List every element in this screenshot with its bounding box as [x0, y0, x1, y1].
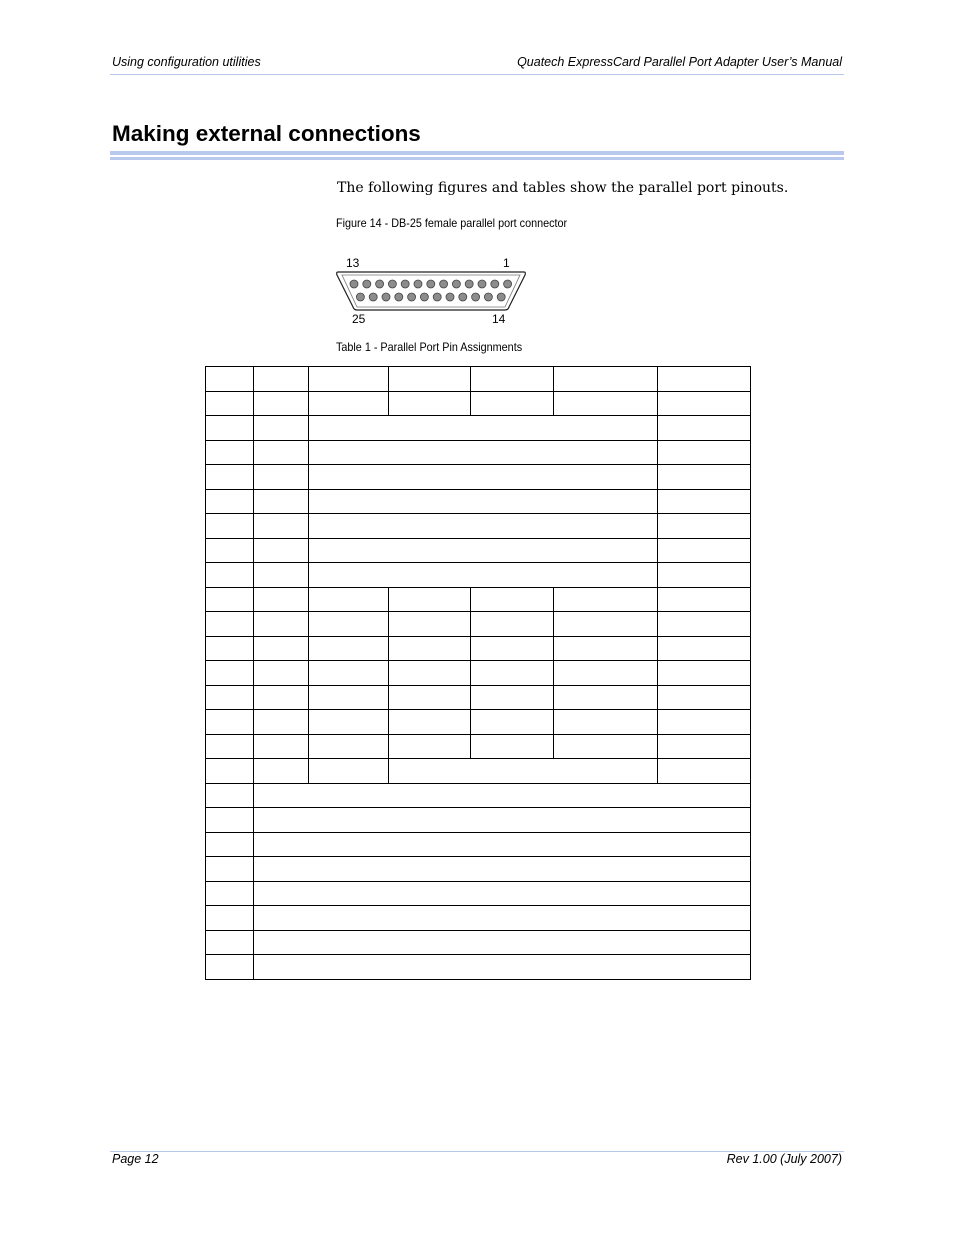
- pin-hole: [363, 280, 371, 288]
- table-cell: [471, 391, 554, 416]
- table-cell: [206, 489, 254, 514]
- table-cell: [254, 881, 751, 906]
- table-cell: [658, 416, 751, 441]
- table-cell: [471, 367, 554, 392]
- table-cell: [206, 661, 254, 686]
- table-cell: [309, 734, 389, 759]
- table-row: [206, 514, 751, 539]
- table-row: [206, 783, 751, 808]
- figure-caption: Figure 14 - DB-25 female parallel port connector: [336, 216, 568, 230]
- table-cell: [206, 514, 254, 539]
- table-cell: [658, 440, 751, 465]
- table-cell: [658, 563, 751, 588]
- pin-hole: [440, 280, 448, 288]
- table-cell: [206, 930, 254, 955]
- table-cell: [309, 563, 658, 588]
- connector-shell: [337, 272, 526, 310]
- table-cell: [206, 906, 254, 931]
- pin-label-25: 25: [352, 312, 366, 326]
- table-cell: [206, 857, 254, 882]
- table-cell: [254, 734, 309, 759]
- pin-hole: [484, 293, 492, 301]
- table-cell: [254, 489, 309, 514]
- table-cell: [254, 710, 309, 735]
- pin-hole: [478, 280, 486, 288]
- table-row: [206, 465, 751, 490]
- table-cell: [309, 710, 389, 735]
- table-row: [206, 955, 751, 980]
- table-row: [206, 563, 751, 588]
- table-row: [206, 881, 751, 906]
- table-cell: [389, 661, 471, 686]
- table-cell: [254, 612, 309, 637]
- header-rule: [110, 74, 844, 75]
- table-cell: [254, 416, 309, 441]
- pin-hole: [427, 280, 435, 288]
- table-cell: [254, 808, 751, 833]
- table-cell: [254, 538, 309, 563]
- table-cell: [206, 955, 254, 980]
- table-row: [206, 710, 751, 735]
- pin-hole: [497, 293, 505, 301]
- table-cell: [471, 612, 554, 637]
- table-cell: [206, 391, 254, 416]
- pin-hole: [395, 293, 403, 301]
- table-cell: [206, 416, 254, 441]
- table-cell: [389, 367, 471, 392]
- intro-paragraph: The following figures and tables show the parallel port pinouts.: [337, 180, 789, 196]
- table-row: [206, 587, 751, 612]
- table-row: [206, 612, 751, 637]
- table-row: [206, 538, 751, 563]
- pin-hole: [414, 280, 422, 288]
- pin-hole: [388, 280, 396, 288]
- table-cell: [389, 759, 658, 784]
- pin-label-13: 13: [346, 256, 360, 270]
- db25-connector-diagram: [334, 254, 528, 330]
- table-cell: [206, 808, 254, 833]
- table-cell: [254, 906, 751, 931]
- table-cell: [206, 538, 254, 563]
- table-cell: [254, 636, 309, 661]
- table-cell: [309, 391, 389, 416]
- table-row: [206, 734, 751, 759]
- table-row: [206, 416, 751, 441]
- pin-hole: [350, 280, 358, 288]
- table-row: [206, 367, 751, 392]
- table-cell: [254, 514, 309, 539]
- pin-hole: [376, 280, 384, 288]
- table-cell: [254, 367, 309, 392]
- table-cell: [309, 416, 658, 441]
- title-underline-secondary: [110, 157, 844, 160]
- table-cell: [309, 759, 389, 784]
- pin-hole: [369, 293, 377, 301]
- table-cell: [309, 685, 389, 710]
- table-cell: [658, 391, 751, 416]
- table-row: [206, 808, 751, 833]
- table-cell: [389, 636, 471, 661]
- table-cell: [309, 612, 389, 637]
- table-cell: [389, 685, 471, 710]
- pin-hole: [420, 293, 428, 301]
- pin-hole: [408, 293, 416, 301]
- table-cell: [554, 367, 658, 392]
- table-cell: [658, 734, 751, 759]
- table-cell: [658, 587, 751, 612]
- table-cell: [254, 563, 309, 588]
- table-cell: [658, 710, 751, 735]
- table-row: [206, 391, 751, 416]
- table-cell: [554, 734, 658, 759]
- table-cell: [389, 734, 471, 759]
- table-row: [206, 832, 751, 857]
- pin-label-14: 14: [492, 312, 506, 326]
- table-cell: [389, 587, 471, 612]
- table-cell: [658, 612, 751, 637]
- table-cell: [658, 367, 751, 392]
- table-row: [206, 440, 751, 465]
- table-row: [206, 661, 751, 686]
- table-cell: [206, 563, 254, 588]
- table-cell: [658, 685, 751, 710]
- table-cell: [554, 685, 658, 710]
- table-cell: [309, 465, 658, 490]
- table-cell: [658, 465, 751, 490]
- table-cell: [254, 832, 751, 857]
- table-row: [206, 930, 751, 955]
- table-row: [206, 489, 751, 514]
- table-cell: [254, 440, 309, 465]
- table-cell: [254, 759, 309, 784]
- table-cell: [554, 636, 658, 661]
- revision-info: Rev 1.00 (July 2007): [726, 1152, 842, 1166]
- table-cell: [658, 489, 751, 514]
- pin-hole: [491, 280, 499, 288]
- table-row: [206, 857, 751, 882]
- table-cell: [206, 710, 254, 735]
- table-cell: [658, 636, 751, 661]
- table-cell: [206, 759, 254, 784]
- pin-hole: [452, 280, 460, 288]
- table-cell: [254, 587, 309, 612]
- pin-hole: [465, 280, 473, 288]
- table-cell: [206, 881, 254, 906]
- table-cell: [309, 636, 389, 661]
- table-cell: [254, 465, 309, 490]
- pin-assignment-table: [205, 366, 751, 980]
- table-cell: [658, 538, 751, 563]
- table-cell: [254, 930, 751, 955]
- table-row: [206, 906, 751, 931]
- table-cell: [206, 587, 254, 612]
- table-cell: [206, 832, 254, 857]
- table-cell: [206, 465, 254, 490]
- pin-hole: [356, 293, 364, 301]
- table-cell: [254, 783, 751, 808]
- table-cell: [389, 710, 471, 735]
- table-cell: [309, 514, 658, 539]
- table-cell: [309, 440, 658, 465]
- table-row: [206, 685, 751, 710]
- pin-hole: [472, 293, 480, 301]
- table-cell: [254, 661, 309, 686]
- pin-hole: [504, 280, 512, 288]
- page-header-left: Using configuration utilities: [112, 55, 261, 69]
- table-cell: [471, 734, 554, 759]
- page-header-right: Quatech ExpressCard Parallel Port Adapter User’s Manual: [517, 55, 842, 69]
- table-cell: [554, 661, 658, 686]
- pin-hole: [401, 280, 409, 288]
- table-cell: [471, 710, 554, 735]
- pin-hole: [446, 293, 454, 301]
- table-cell: [206, 685, 254, 710]
- table-cell: [471, 685, 554, 710]
- table-cell: [254, 685, 309, 710]
- table-cell: [658, 661, 751, 686]
- table-cell: [309, 367, 389, 392]
- pin-hole: [382, 293, 390, 301]
- table-cell: [206, 440, 254, 465]
- table-cell: [254, 391, 309, 416]
- table-cell: [206, 612, 254, 637]
- table-cell: [658, 759, 751, 784]
- page-number: Page 12: [112, 1152, 159, 1166]
- pin-label-1: 1: [503, 256, 510, 270]
- table-cell: [554, 710, 658, 735]
- table-cell: [206, 783, 254, 808]
- table-cell: [658, 514, 751, 539]
- table-cell: [309, 587, 389, 612]
- table-cell: [206, 636, 254, 661]
- table-cell: [309, 538, 658, 563]
- table-cell: [254, 857, 751, 882]
- table-cell: [471, 661, 554, 686]
- pin-hole: [433, 293, 441, 301]
- table-cell: [254, 955, 751, 980]
- section-title: Making external connections: [112, 121, 421, 146]
- table-caption: Table 1 - Parallel Port Pin Assignments: [336, 340, 523, 354]
- table-cell: [389, 391, 471, 416]
- table-cell: [554, 587, 658, 612]
- table-cell: [471, 636, 554, 661]
- table-cell: [309, 489, 658, 514]
- table-row: [206, 636, 751, 661]
- title-underline: [110, 151, 844, 155]
- table-cell: [471, 587, 554, 612]
- table-cell: [554, 391, 658, 416]
- table-cell: [389, 612, 471, 637]
- table-row: [206, 759, 751, 784]
- pin-hole: [459, 293, 467, 301]
- table-cell: [206, 367, 254, 392]
- table-cell: [206, 734, 254, 759]
- table-cell: [309, 661, 389, 686]
- table-cell: [554, 612, 658, 637]
